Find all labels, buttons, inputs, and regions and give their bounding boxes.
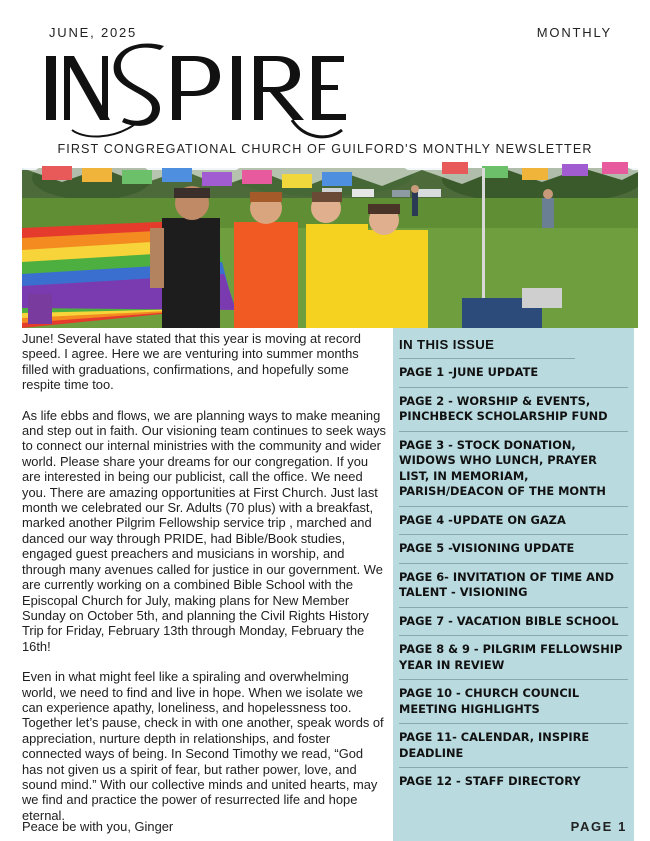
table-of-contents	[399, 359, 628, 796]
letter-paragraph: June! Several have stated that this year is moving at record speed. I agree. Here we are venturing into summer months filled with graduations, confirmations, and hopefully some respite time too.	[22, 331, 361, 393]
toc-item: PAGE 1 -JUNE UPDATE	[399, 359, 628, 388]
toc-item: PAGE 4 -UPDATE ON GAZA	[399, 507, 628, 536]
letter-paragraph: Even in what might feel like a spiraling and overwhelming world, we need to find and live in hope. When we isolate we can experience apathy, loneliness, and hopelessness too. Together let’s pause, check in with one another, speak words of appreciation, nurture depth in relationships, and foster connected ways of being. In Second Timothy we read, “God has not given us a spirit of fear, but rather power, love, and sound mind.” With our collective minds and united hearts, may we find and practice the power of resurrected life and hope eternal.	[22, 669, 384, 823]
toc-item: PAGE 7 - VACATION BIBLE SCHOOL	[399, 608, 628, 637]
inspire-masthead-logo	[42, 38, 362, 146]
newsletter-date: JUNE, 2025	[49, 25, 138, 40]
newsletter-frequency: MONTHLY	[536, 25, 612, 40]
toc-item: PAGE 6- INVITATION OF TIME AND TALENT - VISIONING	[399, 564, 628, 608]
pride-booth-photo	[22, 158, 638, 328]
toc-item: PAGE 3 - STOCK DONATION, WIDOWS WHO LUNCH, PRAYER LIST, IN MEMORIAM, PARISH/DEACON OF THE MONTH	[399, 432, 628, 507]
toc-item: PAGE 8 & 9 - PILGRIM FELLOWSHIP YEAR IN REVIEW	[399, 636, 628, 680]
in-this-issue-sidebar	[393, 328, 634, 841]
page-number: PAGE 1	[570, 819, 627, 834]
toc-item: PAGE 5 -VISIONING UPDATE	[399, 535, 628, 564]
newsletter-subtitle: FIRST CONGREGATIONAL CHURCH OF GUILFORD'S MONTHLY NEWSLETTER	[57, 142, 593, 156]
letter-paragraph: As life ebbs and flows, we are planning ways to make meaning and step out in faith. Our visioning team continues to seek ways to connect our internal ministries with the community and wider world. Please share your dreams for our congregation. If you are interested in being our publicist, call the office. We need you. There are amazing opportunities at First Church. Just last month we celebrated our Sr. Adults (70 plus) with a breakfast, marked another Pilgrim Fellowship service trip , marched and danced our way through PRIDE, had Bible/Book studies, engaged guest preachers and musicians in worship, and through many avenues called for justice in our government. We are currently working on a combined Bible School with the Episcopal Church for July, making plans for New Member Sunday on October 5th, and planning the Civil Rights History Trip for Friday, February 13th through Monday, February the 16th!	[22, 407, 387, 654]
pastor-letter	[22, 331, 386, 838]
sidebar-title: IN THIS ISSUE	[399, 337, 495, 352]
toc-item: PAGE 11- CALENDAR, INSPIRE DEADLINE	[399, 724, 628, 768]
toc-item: PAGE 12 - STAFF DIRECTORY	[399, 774, 581, 788]
toc-item: PAGE 2 - WORSHIP & EVENTS, PINCHBECK SCHOLARSHIP FUND	[399, 388, 628, 432]
toc-item: PAGE 10 - CHURCH COUNCIL MEETING HIGHLIGHTS	[399, 680, 628, 724]
letter-signoff: Peace be with you, Ginger	[22, 819, 174, 834]
